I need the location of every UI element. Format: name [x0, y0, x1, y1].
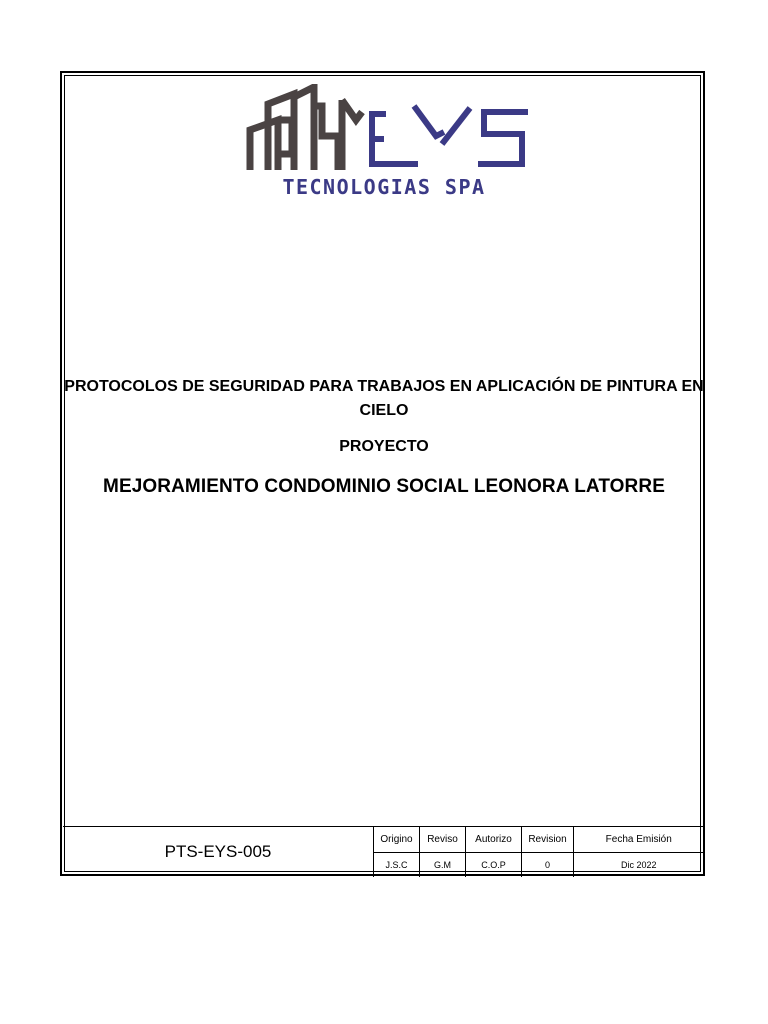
approval-value-row — [374, 852, 704, 877]
header-fecha-emision: Fecha Emisión — [574, 827, 704, 852]
value-fecha-emision: Dic 2022 — [574, 852, 704, 877]
document-title: PROTOCOLOS DE SEGURIDAD PARA TRABAJOS EN APLICACIÓN DE PINTURA EN CIELO — [64, 378, 704, 419]
value-reviso: G.M — [420, 852, 466, 877]
approval-header-row — [374, 827, 704, 852]
header-autorizo: Autorizo — [466, 827, 522, 852]
building-icon — [250, 87, 362, 170]
project-label: PROYECTO — [339, 438, 429, 455]
title-block — [64, 375, 704, 498]
value-origino: J.S.C — [374, 852, 420, 877]
header-origino: Origino — [374, 827, 420, 852]
project-name: MEJORAMIENTO CONDOMINIO SOCIAL LEONORA LATORRE — [103, 476, 665, 497]
eys-letters — [372, 106, 528, 164]
document-code: PTS-EYS-005 — [164, 842, 272, 861]
company-name: TECNOLOGIAS SPA — [282, 175, 486, 199]
value-autorizo: C.O.P — [466, 852, 522, 877]
header-reviso: Reviso — [420, 827, 466, 852]
value-revision: 0 — [522, 852, 574, 877]
approval-table — [373, 827, 704, 877]
document-footer — [63, 826, 703, 877]
header-revision: Revision — [522, 827, 574, 852]
company-logo — [238, 84, 530, 200]
